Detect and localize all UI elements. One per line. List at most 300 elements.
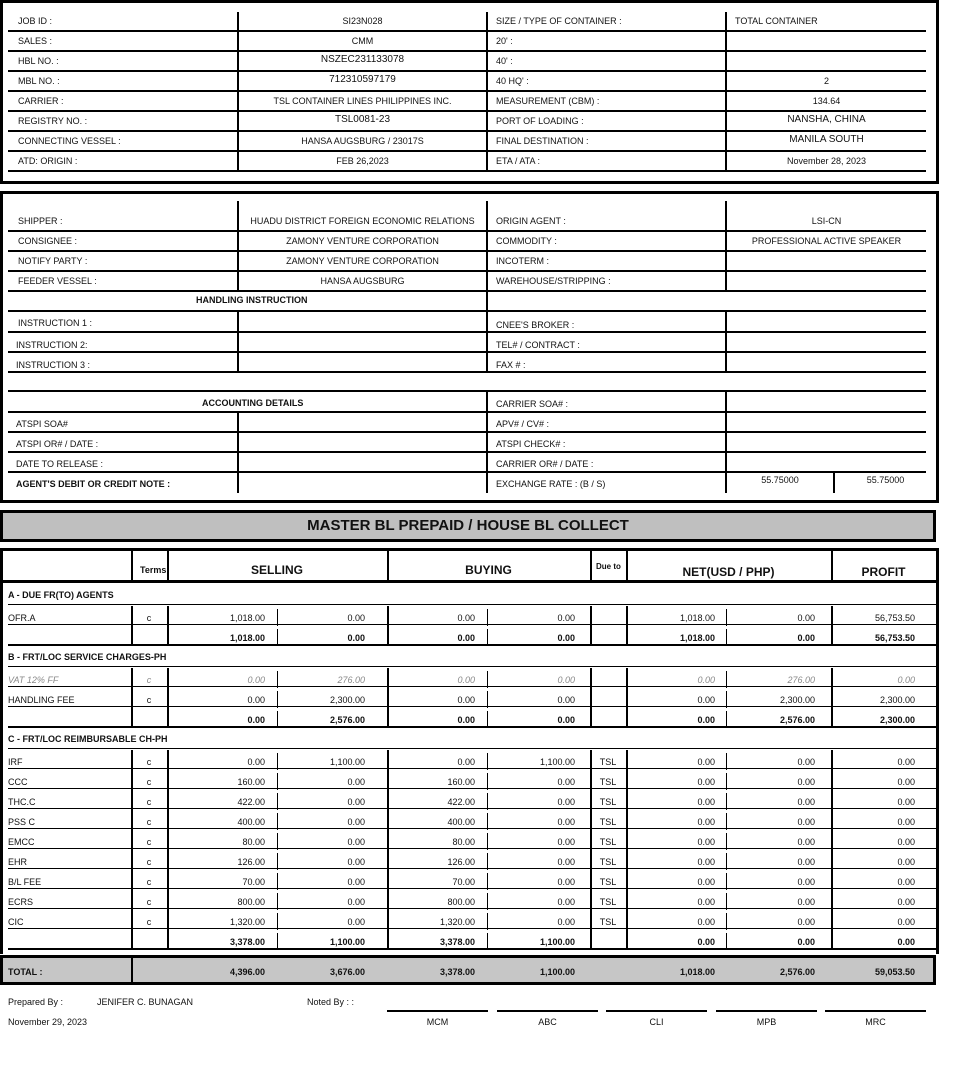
party-value: ZAMONY VENTURE CORPORATION bbox=[286, 236, 439, 246]
charge-due-to: TSL bbox=[599, 757, 617, 767]
charge-name: EMCC bbox=[8, 837, 35, 847]
row-rule bbox=[8, 644, 936, 646]
parties-row-rule bbox=[237, 250, 486, 252]
charge-cell-net-usd: 0.00 bbox=[697, 777, 715, 787]
charge-name: THC.C bbox=[8, 797, 36, 807]
charge-terms: c bbox=[146, 917, 152, 927]
report-date: November 29, 2023 bbox=[8, 1017, 88, 1027]
total-net-php: 2,576.00 bbox=[779, 967, 815, 977]
header-label: MBL NO. : bbox=[18, 76, 60, 86]
section-title: B - FRT/LOC SERVICE CHARGES-PH bbox=[8, 652, 167, 662]
broker-label: FAX # : bbox=[496, 360, 526, 370]
parties-row-rule bbox=[237, 270, 486, 272]
column-header-profit: PROFIT bbox=[861, 565, 906, 579]
parties-row-rule bbox=[725, 371, 926, 373]
total-buy-usd: 3,378.00 bbox=[439, 967, 475, 977]
charge-cell-buy-php: 0.00 bbox=[557, 613, 575, 623]
charge-cell-sell-php: 276.00 bbox=[337, 675, 365, 685]
charge-name: VAT 12% FF bbox=[8, 675, 59, 685]
header-value: NANSHA, CHINA bbox=[787, 114, 866, 125]
charge-cell-buy-usd: 800.00 bbox=[447, 897, 475, 907]
parties-row-rule bbox=[237, 351, 486, 353]
row-rule bbox=[8, 868, 936, 869]
signature-line bbox=[387, 1010, 488, 1012]
charge-cell-profit: 0.00 bbox=[897, 917, 915, 927]
parties-row-rule bbox=[8, 290, 237, 292]
parties-row-rule bbox=[486, 351, 725, 353]
parties-divider bbox=[486, 201, 488, 372]
charge-name: EHR bbox=[8, 857, 28, 867]
subtotal-cell-profit: 56,753.50 bbox=[874, 633, 915, 643]
charge-cell-net-php: 0.00 bbox=[797, 837, 815, 847]
charge-cell-buy-php: 0.00 bbox=[557, 857, 575, 867]
parties-row-rule bbox=[8, 331, 237, 333]
charge-terms: c bbox=[146, 817, 152, 827]
charge-cell-sell-usd: 1,018.00 bbox=[229, 613, 265, 623]
charge-cell-sell-usd: 0.00 bbox=[247, 675, 265, 685]
row-rule bbox=[8, 666, 936, 667]
exchange-rate-buying: 55.75000 bbox=[761, 475, 799, 485]
parties-row-rule bbox=[486, 371, 725, 373]
header-row-rule bbox=[725, 150, 926, 152]
row-rule bbox=[8, 788, 936, 789]
header-row-rule bbox=[486, 150, 725, 152]
charge-terms: c bbox=[146, 837, 152, 847]
header-row-rule bbox=[237, 30, 486, 32]
parties-row-rule bbox=[486, 331, 725, 333]
total-profit: 59,053.50 bbox=[874, 967, 915, 977]
row-rule bbox=[8, 624, 936, 625]
header-label: PORT OF LOADING : bbox=[496, 116, 584, 126]
header-value: 2 bbox=[823, 76, 829, 86]
header-label: SALES : bbox=[18, 36, 53, 46]
subtotal-cell-net-usd: 1,018.00 bbox=[679, 633, 715, 643]
charge-cell-buy-php: 0.00 bbox=[557, 675, 575, 685]
header-value: 712310597179 bbox=[329, 74, 396, 85]
column-rule bbox=[167, 770, 169, 790]
header-value: HANSA AUGSBURG / 23017S bbox=[301, 136, 424, 146]
column-rule bbox=[167, 810, 169, 830]
parties-row-rule bbox=[486, 451, 725, 453]
charge-cell-sell-usd: 0.00 bbox=[247, 757, 265, 767]
parties-row-rule bbox=[725, 290, 926, 292]
row-rule bbox=[8, 686, 936, 687]
total-label: TOTAL : bbox=[8, 967, 43, 977]
header-row-rule bbox=[8, 30, 237, 32]
row-rule bbox=[8, 948, 936, 950]
charge-cell-sell-php: 0.00 bbox=[347, 877, 365, 887]
charge-terms: c bbox=[146, 797, 152, 807]
parties-row-rule bbox=[486, 411, 725, 413]
parties-row-rule bbox=[725, 451, 926, 453]
parties-row-rule bbox=[725, 250, 926, 252]
subtotal-cell-profit: 0.00 bbox=[897, 937, 915, 947]
header-label: 40' : bbox=[496, 56, 513, 66]
column-rule bbox=[167, 606, 169, 626]
charge-cell-buy-php: 1,100.00 bbox=[539, 757, 575, 767]
charge-cell-sell-php: 1,100.00 bbox=[329, 757, 365, 767]
charge-cell-net-usd: 0.00 bbox=[697, 917, 715, 927]
header-value: NSZEC231133078 bbox=[320, 54, 405, 65]
column-rule bbox=[167, 708, 169, 728]
charge-cell-net-php: 0.00 bbox=[797, 877, 815, 887]
column-header-buying: BUYING bbox=[465, 563, 512, 577]
broker-label: CNEE'S BROKER : bbox=[496, 320, 575, 330]
header-label: REGISTRY NO. : bbox=[18, 116, 88, 126]
accounting-left-label: ATSPI SOA# bbox=[16, 419, 68, 429]
header-row-rule bbox=[8, 150, 237, 152]
column-header-selling: SELLING bbox=[250, 563, 303, 577]
header-rule bbox=[0, 580, 938, 583]
charge-terms: c bbox=[146, 757, 152, 767]
parties-row-rule bbox=[237, 331, 486, 333]
charge-due-to: TSL bbox=[599, 777, 617, 787]
column-rule bbox=[167, 626, 169, 646]
signatory-initials: ABC bbox=[538, 1017, 557, 1027]
row-rule bbox=[8, 768, 936, 769]
charge-cell-net-usd: 0.00 bbox=[697, 695, 715, 705]
charge-cell-sell-php: 0.00 bbox=[347, 917, 365, 927]
billing-banner bbox=[0, 510, 936, 542]
charge-terms: c bbox=[146, 877, 152, 887]
header-value: CMM bbox=[351, 36, 374, 46]
header-row-rule bbox=[486, 30, 725, 32]
column-header-net: NET(USD / PHP) bbox=[682, 565, 775, 579]
section-title: C - FRT/LOC REIMBURSABLE CH-PH bbox=[8, 734, 168, 744]
accounting-right-label: CARRIER OR# / DATE : bbox=[496, 459, 594, 469]
total-net-usd: 1,018.00 bbox=[679, 967, 715, 977]
charge-cell-sell-usd: 126.00 bbox=[237, 857, 265, 867]
parties-row-rule bbox=[8, 230, 237, 232]
header-row-rule bbox=[8, 50, 237, 52]
subtotal-cell-sell-usd: 1,018.00 bbox=[229, 633, 265, 643]
charge-cell-net-php: 0.00 bbox=[797, 857, 815, 867]
charge-cell-buy-php: 0.00 bbox=[557, 877, 575, 887]
column-rule bbox=[131, 708, 133, 728]
parties-divider bbox=[486, 391, 488, 493]
parties-row-rule bbox=[8, 431, 237, 433]
column-rule bbox=[167, 850, 169, 870]
charge-cell-sell-usd: 800.00 bbox=[237, 897, 265, 907]
header-row-rule bbox=[725, 30, 926, 32]
party-value: HUADU DISTRICT FOREIGN ECONOMIC RELATIONS bbox=[250, 216, 475, 226]
accounting-right-label: CARRIER SOA# : bbox=[496, 399, 569, 409]
column-rule bbox=[167, 688, 169, 708]
header-row-rule bbox=[237, 130, 486, 132]
column-rule bbox=[590, 668, 592, 688]
header-row-rule bbox=[486, 110, 725, 112]
party-label: NOTIFY PARTY : bbox=[18, 256, 88, 266]
column-rule bbox=[131, 626, 133, 646]
header-label: FINAL DESTINATION : bbox=[496, 136, 589, 146]
header-label: JOB ID : bbox=[18, 16, 53, 26]
charge-name: HANDLING FEE bbox=[8, 695, 75, 705]
accounting-left-label: AGENT'S DEBIT OR CREDIT NOTE : bbox=[16, 479, 171, 489]
subtotal-cell-buy-php: 1,100.00 bbox=[539, 937, 575, 947]
charge-cell-sell-usd: 70.00 bbox=[242, 877, 265, 887]
charge-cell-profit: 0.00 bbox=[897, 797, 915, 807]
subtotal-cell-profit: 2,300.00 bbox=[879, 715, 915, 725]
column-rule bbox=[167, 668, 169, 688]
charge-terms: c bbox=[146, 897, 152, 907]
accounting-left-label: DATE TO RELEASE : bbox=[16, 459, 104, 469]
subtotal-cell-net-php: 0.00 bbox=[797, 937, 815, 947]
header-label: MEASUREMENT (CBM) : bbox=[496, 96, 600, 106]
charge-cell-buy-usd: 80.00 bbox=[452, 837, 475, 847]
header-label: ATD: ORIGIN : bbox=[18, 156, 78, 166]
header-row-rule bbox=[725, 70, 926, 72]
header-label: 20' : bbox=[496, 36, 513, 46]
header-row-rule bbox=[237, 70, 486, 72]
parties-row-rule bbox=[725, 351, 926, 353]
charge-cell-buy-php: 0.00 bbox=[557, 797, 575, 807]
charge-cell-profit: 0.00 bbox=[897, 877, 915, 887]
charge-name: IRF bbox=[8, 757, 23, 767]
charge-cell-profit: 2,300.00 bbox=[879, 695, 915, 705]
header-row-rule bbox=[486, 130, 725, 132]
charge-due-to: TSL bbox=[599, 837, 617, 847]
charge-cell-net-php: 0.00 bbox=[797, 777, 815, 787]
subtotal-cell-net-usd: 0.00 bbox=[697, 937, 715, 947]
column-rule bbox=[167, 750, 169, 770]
party-label: INCOTERM : bbox=[496, 256, 549, 266]
parties-row-rule bbox=[486, 431, 725, 433]
row-rule bbox=[8, 706, 936, 707]
subtotal-cell-net-php: 2,576.00 bbox=[779, 715, 815, 725]
parties-row-rule bbox=[8, 451, 237, 453]
charge-terms: c bbox=[146, 777, 152, 787]
charge-due-to: TSL bbox=[599, 817, 617, 827]
accounting-right-label: ATSPI CHECK# : bbox=[496, 439, 566, 449]
charge-cell-net-usd: 0.00 bbox=[697, 675, 715, 685]
column-rule bbox=[131, 551, 133, 581]
header-label: HBL NO. : bbox=[18, 56, 59, 66]
column-rule bbox=[590, 688, 592, 708]
header-row-rule bbox=[486, 90, 725, 92]
column-rule bbox=[590, 708, 592, 728]
charge-cell-sell-php: 0.00 bbox=[347, 613, 365, 623]
prepared-by-label: Prepared By : bbox=[8, 997, 64, 1007]
charge-terms: c bbox=[146, 857, 152, 867]
charge-cell-net-usd: 0.00 bbox=[697, 837, 715, 847]
charge-cell-buy-usd: 0.00 bbox=[457, 675, 475, 685]
charge-cell-buy-usd: 422.00 bbox=[447, 797, 475, 807]
header-row-rule bbox=[486, 170, 725, 172]
charge-due-to: TSL bbox=[599, 797, 617, 807]
parties-row-rule bbox=[725, 331, 926, 333]
row-rule bbox=[8, 848, 936, 849]
row-rule bbox=[8, 808, 936, 809]
parties-row-rule bbox=[237, 471, 486, 473]
header-row-rule bbox=[8, 70, 237, 72]
charge-cell-profit: 0.00 bbox=[897, 817, 915, 827]
charge-cell-profit: 0.00 bbox=[897, 675, 915, 685]
header-row-rule bbox=[725, 110, 926, 112]
handling-instruction-title: HANDLING INSTRUCTION bbox=[196, 295, 308, 305]
charge-cell-net-php: 0.00 bbox=[797, 757, 815, 767]
header-value: MANILA SOUTH bbox=[789, 134, 864, 145]
parties-row-rule bbox=[486, 471, 725, 473]
column-header-due-to: Due to bbox=[596, 562, 621, 571]
header-row-rule bbox=[237, 150, 486, 152]
row-rule bbox=[8, 928, 936, 929]
subtotal-cell-sell-php: 1,100.00 bbox=[329, 937, 365, 947]
header-row-rule bbox=[725, 50, 926, 52]
charge-name: CIC bbox=[8, 917, 24, 927]
party-label: ORIGIN AGENT : bbox=[496, 216, 566, 226]
party-label: FEEDER VESSEL : bbox=[18, 276, 97, 286]
parties-row-rule bbox=[237, 451, 486, 453]
party-label: CONSIGNEE : bbox=[18, 236, 78, 246]
header-row-rule bbox=[486, 50, 725, 52]
charge-cell-sell-usd: 422.00 bbox=[237, 797, 265, 807]
party-label: SHIPPER : bbox=[18, 216, 63, 226]
charge-cell-buy-usd: 400.00 bbox=[447, 817, 475, 827]
charge-terms: c bbox=[146, 613, 152, 623]
charge-cell-profit: 0.00 bbox=[897, 777, 915, 787]
charge-cell-buy-usd: 70.00 bbox=[452, 877, 475, 887]
parties-row-rule bbox=[725, 411, 926, 413]
charge-cell-buy-php: 0.00 bbox=[557, 777, 575, 787]
charge-cell-sell-usd: 1,320.00 bbox=[229, 917, 265, 927]
parties-row-rule bbox=[725, 270, 926, 272]
header-label: ETA / ATA : bbox=[496, 156, 541, 166]
subtotal-cell-sell-usd: 3,378.00 bbox=[229, 937, 265, 947]
header-value: 134.64 bbox=[812, 96, 841, 106]
signature-line bbox=[606, 1010, 707, 1012]
charge-cell-net-php: 276.00 bbox=[787, 675, 815, 685]
charge-cell-sell-php: 0.00 bbox=[347, 857, 365, 867]
total-buy-php: 1,100.00 bbox=[539, 967, 575, 977]
charge-cell-sell-php: 0.00 bbox=[347, 897, 365, 907]
charge-cell-net-php: 2,300.00 bbox=[779, 695, 815, 705]
header-row-rule bbox=[237, 50, 486, 52]
charge-cell-net-usd: 0.00 bbox=[697, 897, 715, 907]
header-row-rule bbox=[237, 110, 486, 112]
charge-cell-buy-php: 0.00 bbox=[557, 695, 575, 705]
header-row-rule bbox=[237, 90, 486, 92]
party-value: HANSA AUGSBURG bbox=[320, 276, 405, 286]
charge-cell-profit: 0.00 bbox=[897, 837, 915, 847]
charge-cell-net-usd: 0.00 bbox=[697, 857, 715, 867]
charge-due-to: TSL bbox=[599, 857, 617, 867]
party-label: COMMODITY : bbox=[496, 236, 557, 246]
subtotal-cell-net-php: 0.00 bbox=[797, 633, 815, 643]
signature-line bbox=[825, 1010, 926, 1012]
charge-cell-net-php: 0.00 bbox=[797, 817, 815, 827]
charges-frame bbox=[0, 548, 939, 954]
parties-row-rule bbox=[486, 250, 725, 252]
charge-cell-net-usd: 0.00 bbox=[697, 817, 715, 827]
header-row-rule bbox=[237, 170, 486, 172]
charge-cell-sell-php: 0.00 bbox=[347, 797, 365, 807]
column-rule bbox=[590, 930, 592, 950]
charge-cell-net-php: 0.00 bbox=[797, 917, 815, 927]
parties-row-rule bbox=[237, 371, 486, 373]
subtotal-cell-buy-php: 0.00 bbox=[557, 633, 575, 643]
total-sell-php: 3,676.00 bbox=[329, 967, 365, 977]
section-title: A - DUE FR(TO) AGENTS bbox=[8, 590, 114, 600]
charge-cell-buy-php: 0.00 bbox=[557, 817, 575, 827]
header-label: SIZE / TYPE OF CONTAINER : bbox=[496, 16, 622, 26]
charge-cell-net-usd: 0.00 bbox=[697, 877, 715, 887]
column-rule bbox=[167, 910, 169, 930]
instruction-label: INSTRUCTION 3 : bbox=[16, 360, 91, 370]
parties-row-rule bbox=[237, 290, 486, 292]
accounting-right-label: EXCHANGE RATE : (B / S) bbox=[496, 479, 606, 489]
subtotal-cell-buy-usd: 0.00 bbox=[457, 633, 475, 643]
party-value: ZAMONY VENTURE CORPORATION bbox=[286, 256, 439, 266]
subtotal-cell-net-usd: 0.00 bbox=[697, 715, 715, 725]
signatory-initials: MCM bbox=[426, 1017, 449, 1027]
subtotal-cell-sell-usd: 0.00 bbox=[247, 715, 265, 725]
party-value: LSI-CN bbox=[811, 216, 842, 226]
subtotal-cell-buy-usd: 3,378.00 bbox=[439, 937, 475, 947]
header-row-rule bbox=[8, 110, 237, 112]
row-rule bbox=[8, 726, 936, 728]
parties-row-rule bbox=[8, 371, 237, 373]
charge-name: ECRS bbox=[8, 897, 34, 907]
parties-row-rule bbox=[237, 431, 486, 433]
charge-cell-buy-php: 0.00 bbox=[557, 837, 575, 847]
charge-terms: c bbox=[146, 675, 152, 685]
parties-divider bbox=[725, 311, 727, 373]
charge-due-to: TSL bbox=[599, 897, 617, 907]
subtotal-cell-sell-php: 0.00 bbox=[347, 633, 365, 643]
charge-name: OFR.A bbox=[8, 613, 36, 623]
charge-cell-buy-usd: 0.00 bbox=[457, 695, 475, 705]
charge-cell-sell-usd: 160.00 bbox=[237, 777, 265, 787]
parties-row-rule bbox=[8, 411, 486, 413]
accounting-right-label: APV# / CV# : bbox=[496, 419, 550, 429]
instruction-label: INSTRUCTION 1 : bbox=[18, 318, 93, 328]
header-label: 40 HQ' : bbox=[496, 76, 529, 86]
parties-row-rule bbox=[725, 431, 926, 433]
signature-line bbox=[497, 1010, 598, 1012]
signatory-initials: MRC bbox=[865, 1017, 886, 1027]
charge-cell-buy-php: 0.00 bbox=[557, 897, 575, 907]
signatory-initials: CLI bbox=[649, 1017, 664, 1027]
charge-cell-profit: 0.00 bbox=[897, 897, 915, 907]
header-label: CARRIER : bbox=[18, 96, 64, 106]
header-row-rule bbox=[725, 170, 926, 172]
column-rule bbox=[167, 790, 169, 810]
column-header-terms: Terms bbox=[140, 565, 167, 575]
section-rule bbox=[8, 390, 926, 392]
header-value: TOTAL CONTAINER bbox=[735, 16, 818, 26]
subtotal-cell-buy-usd: 0.00 bbox=[457, 715, 475, 725]
charge-cell-buy-usd: 0.00 bbox=[457, 757, 475, 767]
charge-cell-sell-usd: 0.00 bbox=[247, 695, 265, 705]
parties-row-rule bbox=[486, 290, 725, 292]
parties-row-rule bbox=[8, 351, 237, 353]
column-rule bbox=[167, 930, 169, 950]
parties-row-rule bbox=[725, 471, 926, 473]
prepared-by-name: JENIFER C. BUNAGAN bbox=[97, 997, 194, 1007]
header-row-rule bbox=[725, 130, 926, 132]
section-rule bbox=[8, 310, 926, 312]
charge-cell-sell-php: 0.00 bbox=[347, 817, 365, 827]
charge-name: B/L FEE bbox=[8, 877, 42, 887]
column-rule bbox=[590, 606, 592, 626]
parties-divider bbox=[237, 311, 239, 373]
column-rule bbox=[590, 551, 592, 581]
charge-cell-profit: 0.00 bbox=[897, 757, 915, 767]
header-divider bbox=[486, 12, 488, 172]
charge-cell-net-usd: 0.00 bbox=[697, 797, 715, 807]
instruction-label: INSTRUCTION 2: bbox=[16, 340, 88, 350]
parties-row-rule bbox=[237, 230, 486, 232]
